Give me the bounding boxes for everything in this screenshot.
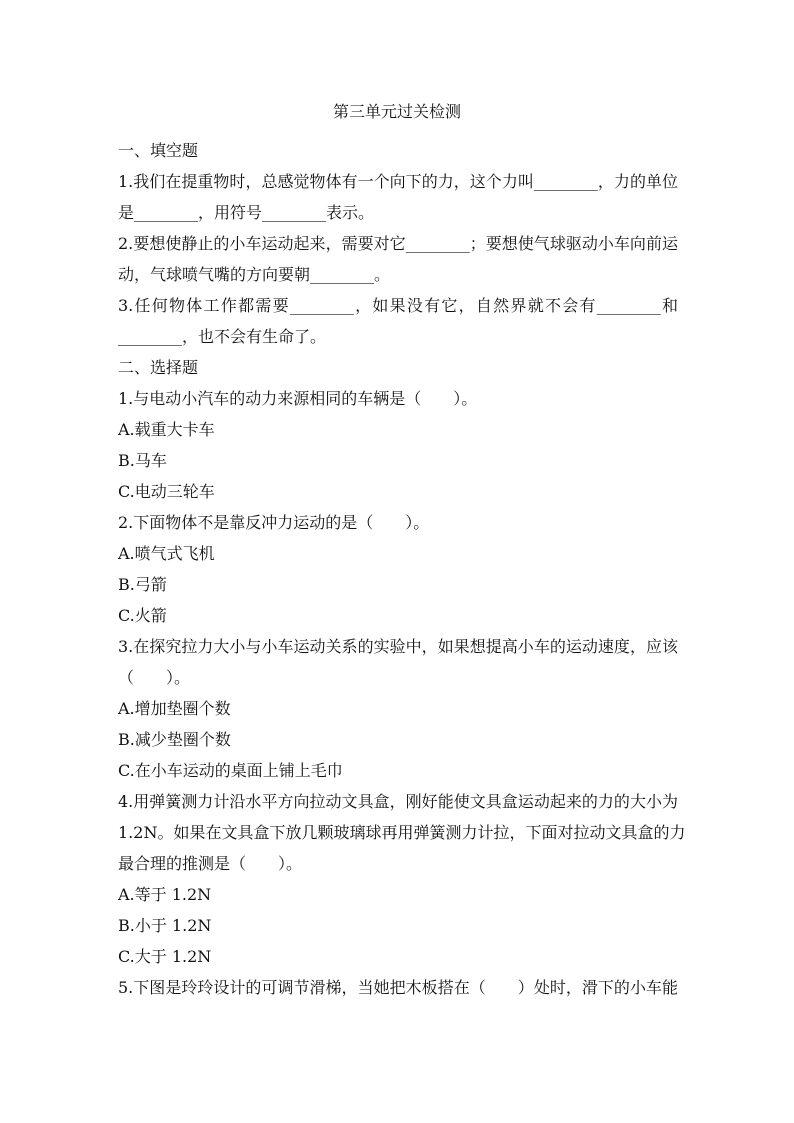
question-choice-4-line-3: 最合理的推测是（ ）。: [118, 854, 303, 873]
question-choice-3-line-2: （ ）。: [118, 668, 191, 687]
question-fill-3-line-1: 3.任何物体工作都需要________，如果没有它，自然界就不会有________和: [118, 296, 678, 315]
question-choice-1-option-c: C.电动三轮车: [118, 482, 215, 501]
question-fill-2-line-2: 动，气球喷气嘴的方向要朝________。: [118, 265, 391, 284]
section-heading-fill-in: 一、填空题: [118, 141, 199, 160]
question-choice-3-line-1: 3.在探究拉力大小与小车运动关系的实验中，如果想提高小车的运动速度，应该: [118, 637, 678, 656]
question-choice-1-option-b: B.马车: [118, 451, 167, 470]
question-choice-3-option-c: C.在小车运动的桌面上铺上毛巾: [118, 761, 343, 780]
question-fill-1-line-1: 1.我们在提重物时，总感觉物体有一个向下的力，这个力叫________，力的单位: [118, 172, 678, 191]
question-choice-4-option-c: C.大于 1.2N: [118, 947, 212, 966]
question-choice-4-option-b: B.小于 1.2N: [118, 916, 212, 935]
question-choice-2-option-b: B.弓箭: [118, 575, 167, 594]
question-choice-2: 2.下面物体不是靠反冲力运动的是（ ）。: [118, 513, 430, 532]
question-choice-2-option-a: A.喷气式飞机: [118, 544, 215, 563]
question-choice-4-line-2: 1.2N。如果在文具盒下放几颗玻璃球再用弹簧测力计拉，下面对拉动文具盒的力: [118, 823, 686, 842]
question-choice-3-option-a: A.增加垫圈个数: [118, 699, 231, 718]
question-choice-5-line-1: 5.下图是玲玲设计的可调节滑梯，当她把木板搭在（ ）处时，滑下的小车能: [118, 978, 678, 997]
question-fill-3-line-2: ________，也不会有生命了。: [118, 327, 327, 346]
question-fill-1-line-2: 是________，用符号________表示。: [118, 203, 375, 222]
question-choice-4-line-1: 4.用弹簧测力计沿水平方向拉动文具盒，刚好能使文具盒运动起来的力的大小为: [118, 792, 678, 811]
question-choice-4-option-a: A.等于 1.2N: [118, 885, 212, 904]
question-choice-3-option-b: B.减少垫圈个数: [118, 730, 231, 749]
question-fill-2-line-1: 2.要想使静止的小车运动起来，需要对它________；要想使气球驱动小车向前运: [118, 234, 678, 253]
question-choice-1-option-a: A.载重大卡车: [118, 420, 215, 439]
question-choice-2-option-c: C.火箭: [118, 606, 167, 625]
section-heading-choice: 二、选择题: [118, 358, 199, 377]
question-choice-1: 1.与电动小汽车的动力来源相同的车辆是（ ）。: [118, 389, 478, 408]
page-title: 第三单元过关检测: [332, 102, 461, 121]
